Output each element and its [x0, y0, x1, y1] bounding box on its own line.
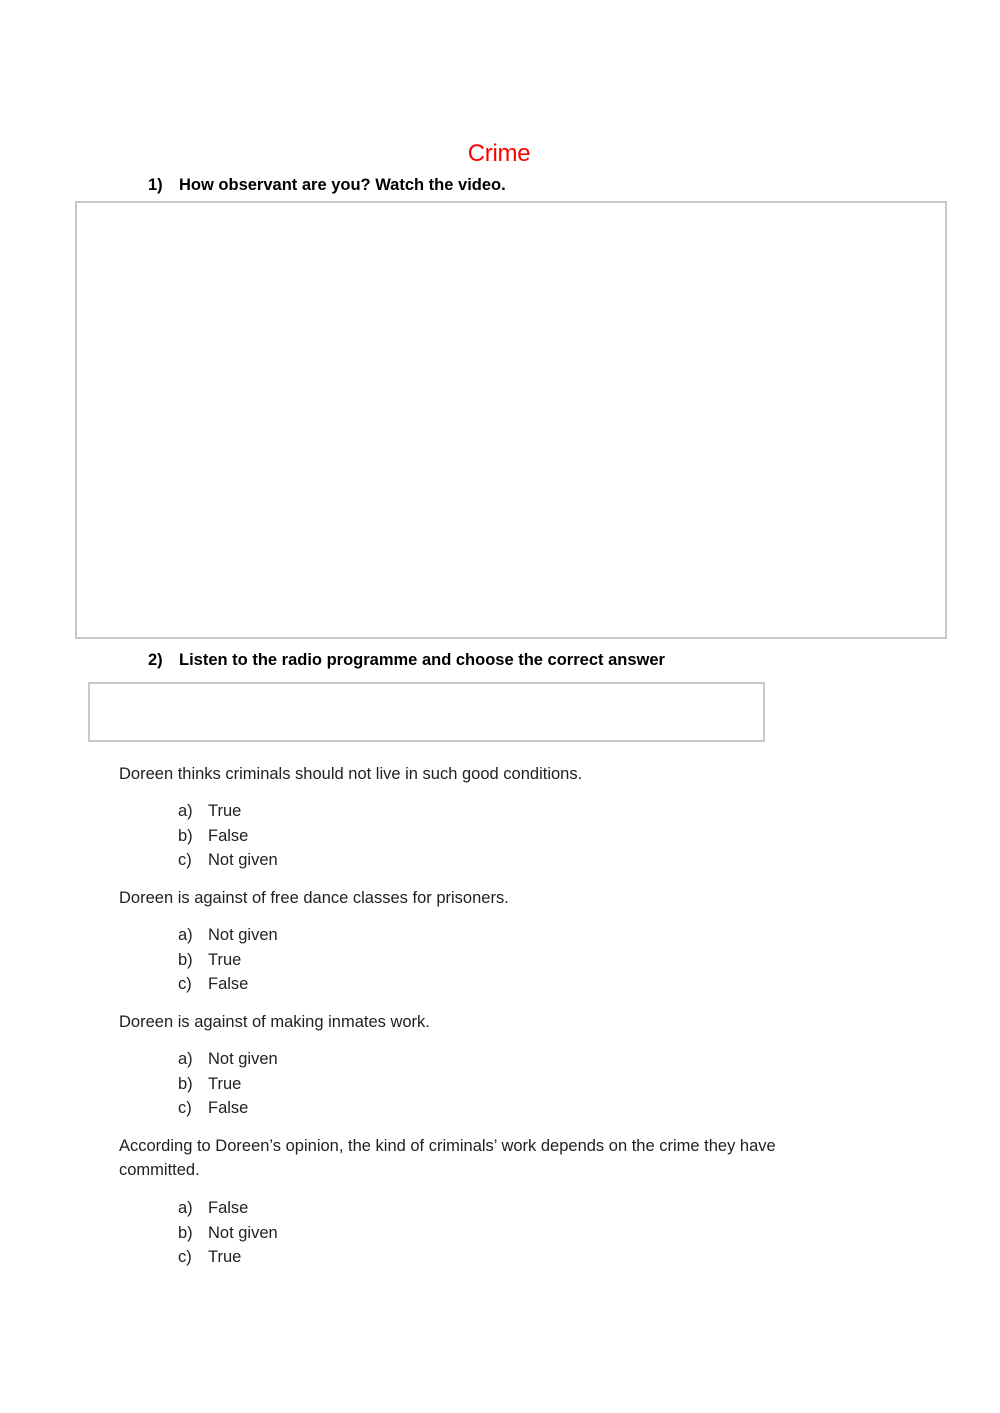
- option-letter: c): [178, 851, 192, 870]
- option-label: False: [208, 826, 249, 845]
- option-letter: b): [178, 1223, 193, 1242]
- option-label: True: [208, 950, 242, 969]
- option-item[interactable]: [178, 1096, 278, 1121]
- option-item[interactable]: [178, 923, 278, 948]
- section-2-heading: [148, 651, 665, 670]
- option-letter: c): [178, 1099, 192, 1118]
- option-label: False: [208, 1199, 249, 1217]
- audio-player-box[interactable]: [88, 682, 765, 742]
- option-item[interactable]: [178, 1196, 278, 1221]
- option-item[interactable]: [178, 1047, 278, 1072]
- option-item[interactable]: [178, 948, 278, 973]
- section-1-text: How observant are you? Watch the video.: [179, 176, 506, 194]
- question-3-text: Doreen is against of making inmates work.: [119, 1013, 430, 1031]
- option-label: Not given: [208, 1050, 278, 1068]
- option-letter: c): [178, 1248, 192, 1267]
- option-letter: a): [178, 802, 193, 820]
- option-letter: b): [178, 950, 193, 969]
- option-item[interactable]: [178, 1221, 278, 1246]
- question-4-text: According to Doreen’s opinion, the kind of criminals’ work depends on the crime they have committed.: [119, 1137, 776, 1179]
- video-embed-box[interactable]: [75, 201, 947, 639]
- option-item[interactable]: [178, 799, 278, 824]
- option-letter: a): [178, 1050, 193, 1068]
- option-label: True: [208, 802, 242, 820]
- option-letter: a): [178, 926, 193, 944]
- question-1-text: Doreen thinks criminals should not live in such good conditions.: [119, 765, 583, 783]
- option-label: True: [208, 1074, 242, 1093]
- question-3-options: [178, 1047, 278, 1121]
- option-item[interactable]: [178, 848, 278, 873]
- option-item[interactable]: [178, 1072, 278, 1097]
- option-letter: b): [178, 1074, 193, 1093]
- page-title: Crime: [467, 140, 531, 167]
- question-1-options: [178, 799, 278, 873]
- option-label: Not given: [208, 851, 278, 870]
- option-item[interactable]: [178, 972, 278, 997]
- option-label: Not given: [208, 926, 278, 944]
- section-2-number: 2): [148, 651, 163, 669]
- question-2-text: Doreen is against of free dance classes for prisoners.: [119, 889, 509, 907]
- option-label: False: [208, 975, 249, 994]
- option-letter: a): [178, 1199, 193, 1217]
- section-2-text: Listen to the radio programme and choose the correct answer: [179, 651, 665, 669]
- section-1-heading: [148, 176, 506, 195]
- option-letter: b): [178, 826, 193, 845]
- option-item[interactable]: [178, 824, 278, 849]
- option-label: False: [208, 1099, 249, 1118]
- option-label: Not given: [208, 1223, 278, 1242]
- question-4-options: [178, 1196, 278, 1270]
- option-letter: c): [178, 975, 192, 994]
- question-2-options: [178, 923, 278, 997]
- section-1-number: 1): [148, 176, 163, 194]
- option-item[interactable]: [178, 1245, 278, 1270]
- option-label: True: [208, 1248, 242, 1267]
